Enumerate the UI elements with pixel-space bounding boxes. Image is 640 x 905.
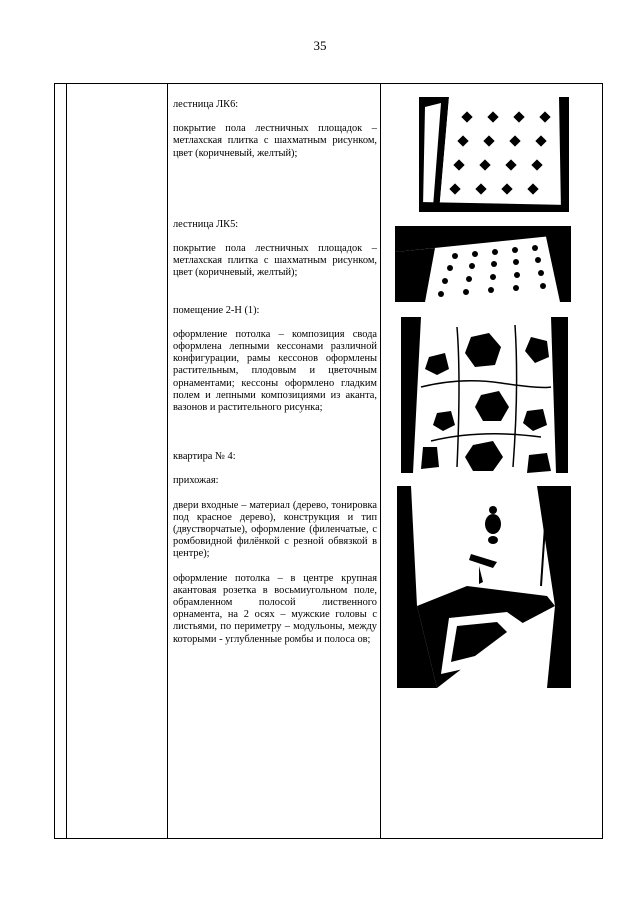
description-column bbox=[173, 99, 377, 646]
entry-text: покрытие пола лестничных площадок – метлахская плитка с шахматным рисунком, цвет (коричневый, желтый); bbox=[173, 123, 377, 159]
entry-heading: помещение 2-Н (1): bbox=[173, 304, 260, 316]
entry-text: покрытие пола лестничных площадок – метлахская плитка с шахматным рисунком, цвет (коричневый, желтый); bbox=[173, 243, 377, 279]
entry-text: оформление потолка – в центре крупная акантовая розетка в восьмиугольном поле, обрамленном полосой лиственного орнамента, на 2 осях – мужские головы с листьями, по периметру – модульоны, между которыми - углубленные ромбы и полоса ов; bbox=[173, 572, 377, 645]
entry-heading: лестница ЛК5: bbox=[173, 218, 239, 230]
column-divider bbox=[66, 84, 67, 838]
column-divider bbox=[167, 84, 168, 838]
entry-text: двери входные – материал (дерево, тонировка под красное дерево), конструкция и тип (двустворчатые), оформление (филенчатые, с ромбовидной филёнкой с резной обвязкой в центре); bbox=[173, 499, 377, 560]
page-number: 35 bbox=[313, 38, 327, 53]
entry-heading: квартира № 4: bbox=[173, 451, 236, 463]
entry-text: оформление потолка – композиция свода оформлена лепными кессонами различной конфигурации, рамы кессонов оформлены растительным, плодовым и цветочным орнаментами; кессоны оформлено гладким полем и лепными композициями из аканта, вазонов и растительного рисунка; bbox=[173, 328, 377, 414]
hallway-ceiling-photo bbox=[397, 486, 571, 688]
staircase-floor-photo bbox=[395, 226, 571, 302]
entry-heading: лестница ЛК6: bbox=[173, 99, 239, 110]
column-divider bbox=[380, 84, 381, 838]
entry-subheading: прихожая: bbox=[173, 475, 219, 487]
staircase-floor-photo bbox=[419, 97, 569, 212]
description-table bbox=[54, 83, 603, 839]
ceiling-coffers-photo bbox=[401, 317, 568, 473]
